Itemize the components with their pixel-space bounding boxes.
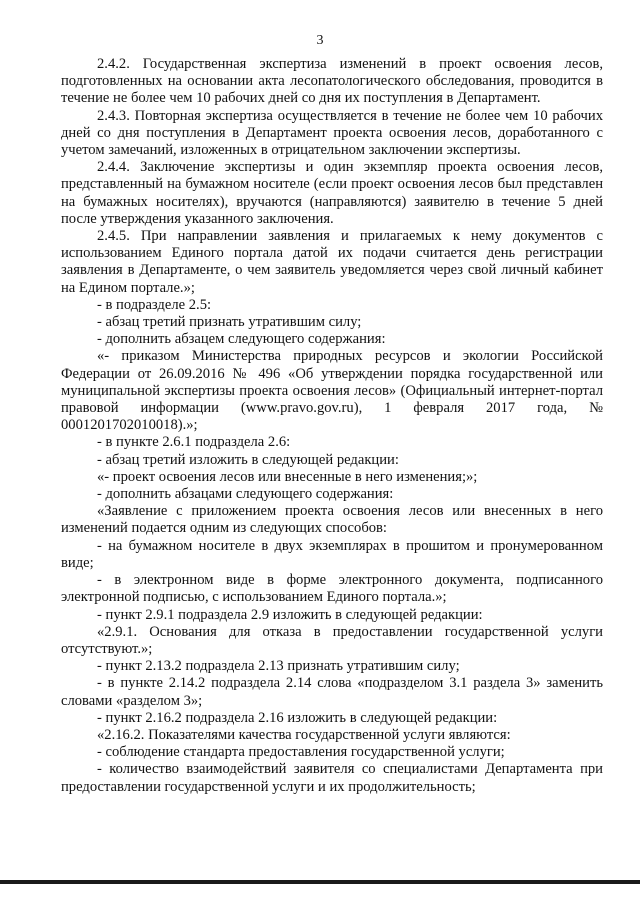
list-item: - на бумажном носителе в двух экземплярах в прошитом и пронумерованном виде;	[61, 537, 603, 571]
page-number: 3	[316, 33, 324, 48]
amendment-point-2-16-2: - пункт 2.16.2 подраздела 2.16 изложить в следующей редакции:	[97, 709, 498, 726]
quoted-text: «- проект освоения лесов или внесенные в него изменения;»;	[97, 468, 478, 485]
list-item: - соблюдение стандарта предоставления государственной услуги;	[97, 744, 505, 761]
amendment-point-2-6-1: - в пункте 2.6.1 подраздела 2.6:	[97, 434, 291, 451]
amendment-item: - абзац третий признать утратившим силу;	[97, 314, 362, 331]
paragraph-2-4-5: 2.4.5. При направлении заявления и прилагаемых к нему документов с использованием Единого портала датой их подачи считается день регистрации заявления в Департаменте, о чем заявитель уведомляется через свой личный кабинет на Едином портале.»;	[61, 228, 603, 296]
amendment-point-2-13-2: - пункт 2.13.2 подраздела 2.13 признать утратившим силу;	[97, 658, 460, 675]
quoted-text: «2.16.2. Показателями качества государственной услуги являются:	[97, 726, 511, 743]
list-item: - количество взаимодействий заявителя со специалистами Департамента при предоставлении государственной услуги и их продолжительность;	[61, 761, 603, 795]
paragraph-2-4-4: 2.4.4. Заключение экспертизы и один экземпляр проекта освоения лесов, представленный на бумажном носителе (если проект освоения лесов был представлен на бумажных носителях), вручаются (направляются) заявителю в течение 5 дней после утверждения указанного заключения.	[61, 159, 603, 227]
quoted-order-reference: «- приказом Министерства природных ресурсов и экологии Российской Федерации от 26.09.2016 № 496 «Об утверждении порядка государственной или муниципальной экспертизы проекта освоения лесов» (Официальный интернет-портал правовой информации (www.pravo.gov.ru), 1 февраля 2017 года, № 0001201702010018).»;	[61, 348, 603, 434]
quoted-text: «2.9.1. Основания для отказа в предоставлении государственной услуги отсутствуют.»;	[61, 623, 603, 657]
paragraph-2-4-3: 2.4.3. Повторная экспертиза осуществляется в течение не более чем 10 рабочих дней со дня поступления в Департамент проекта освоения лесов, доработанного с учетом замечаний, изложенных в отрицательном заключении экспертизы.	[61, 107, 603, 159]
amendment-item: - дополнить абзацами следующего содержания:	[97, 486, 394, 503]
amendment-point-2-14-2: - в пункте 2.14.2 подраздела 2.14 слова «подразделом 3.1 раздела 3» заменить словами «разделом 3»;	[61, 675, 603, 709]
amendment-item: - дополнить абзацем следующего содержания:	[97, 331, 386, 348]
quoted-text: «Заявление с приложением проекта освоения лесов или внесенных в него изменений подается одним из следующих способов:	[61, 503, 603, 537]
amendment-point-2-9-1: - пункт 2.9.1 подраздела 2.9 изложить в следующей редакции:	[97, 606, 483, 623]
list-item: - в электронном виде в форме электронного документа, подписанного электронной подписью, с использованием Единого портала.»;	[61, 572, 603, 606]
document-body	[61, 56, 603, 796]
amendment-item: - абзац третий изложить в следующей редакции:	[97, 451, 399, 468]
amendment-subsection-2-5: - в подразделе 2.5:	[97, 296, 212, 313]
paragraph-2-4-2: 2.4.2. Государственная экспертиза изменений в проект освоения лесов, подготовленных на основании акта лесопатологического обследования, проводится в течение не более чем 10 рабочих дней со дня их поступления в Департамент.	[61, 56, 603, 107]
bottom-rule	[0, 880, 640, 884]
